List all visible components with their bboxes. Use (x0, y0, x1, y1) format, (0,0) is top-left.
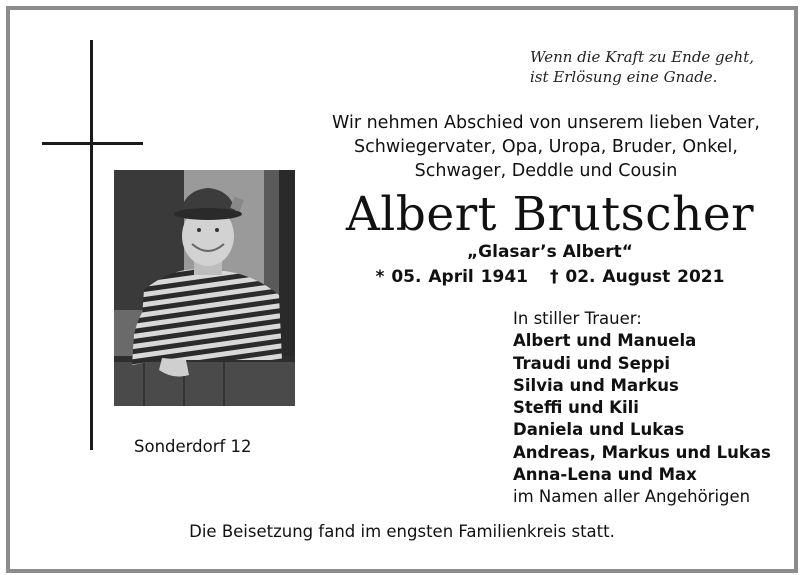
birth-date: * 05. April 1941 (375, 267, 528, 287)
farewell-line-2: Schwiegervater, Opa, Uropa, Bruder, Onkel, (354, 137, 738, 157)
deceased-name: Albert Brutscher (345, 187, 755, 242)
mourners-closing: im Namen aller Angehörigen (513, 487, 751, 507)
death-date: † 02. August 2021 (549, 267, 725, 287)
mourner-entry: Albert und Manuela (513, 331, 697, 351)
mourner-entry: Steffi und Kili (513, 398, 639, 418)
mourner-entry: Andreas, Markus und Lukas (513, 442, 771, 462)
farewell-line-3: Schwager, Deddle und Cousin (414, 161, 678, 181)
deceased-nickname: „Glasar’s Albert“ (467, 242, 633, 262)
address-text: Sonderdorf 12 (134, 437, 252, 456)
obituary-card (6, 6, 798, 573)
quote-line-1: Wenn die Kraft zu Ende geht, (530, 48, 754, 66)
cross-icon (90, 40, 93, 450)
mourner-entry: Anna-Lena und Max (513, 465, 697, 485)
farewell-text (306, 111, 786, 183)
mourners-heading: In stiller Trauer: (513, 309, 642, 328)
portrait-photo (114, 170, 295, 406)
mourners-list (513, 308, 793, 509)
life-dates (320, 267, 780, 287)
farewell-line-1: Wir nehmen Abschied von unserem lieben Vater, (332, 113, 760, 133)
quote-line-2: ist Erlösung eine Gnade. (530, 68, 718, 86)
mourner-entry: Silvia und Markus (513, 375, 679, 395)
burial-note: Die Beisetzung fand im engsten Familienkreis statt. (189, 522, 615, 541)
mourner-entry: Daniela und Lukas (513, 420, 685, 440)
mourner-entry: Traudi und Seppi (513, 353, 671, 373)
cross-icon-bar (42, 142, 143, 145)
memorial-quote (530, 47, 775, 87)
